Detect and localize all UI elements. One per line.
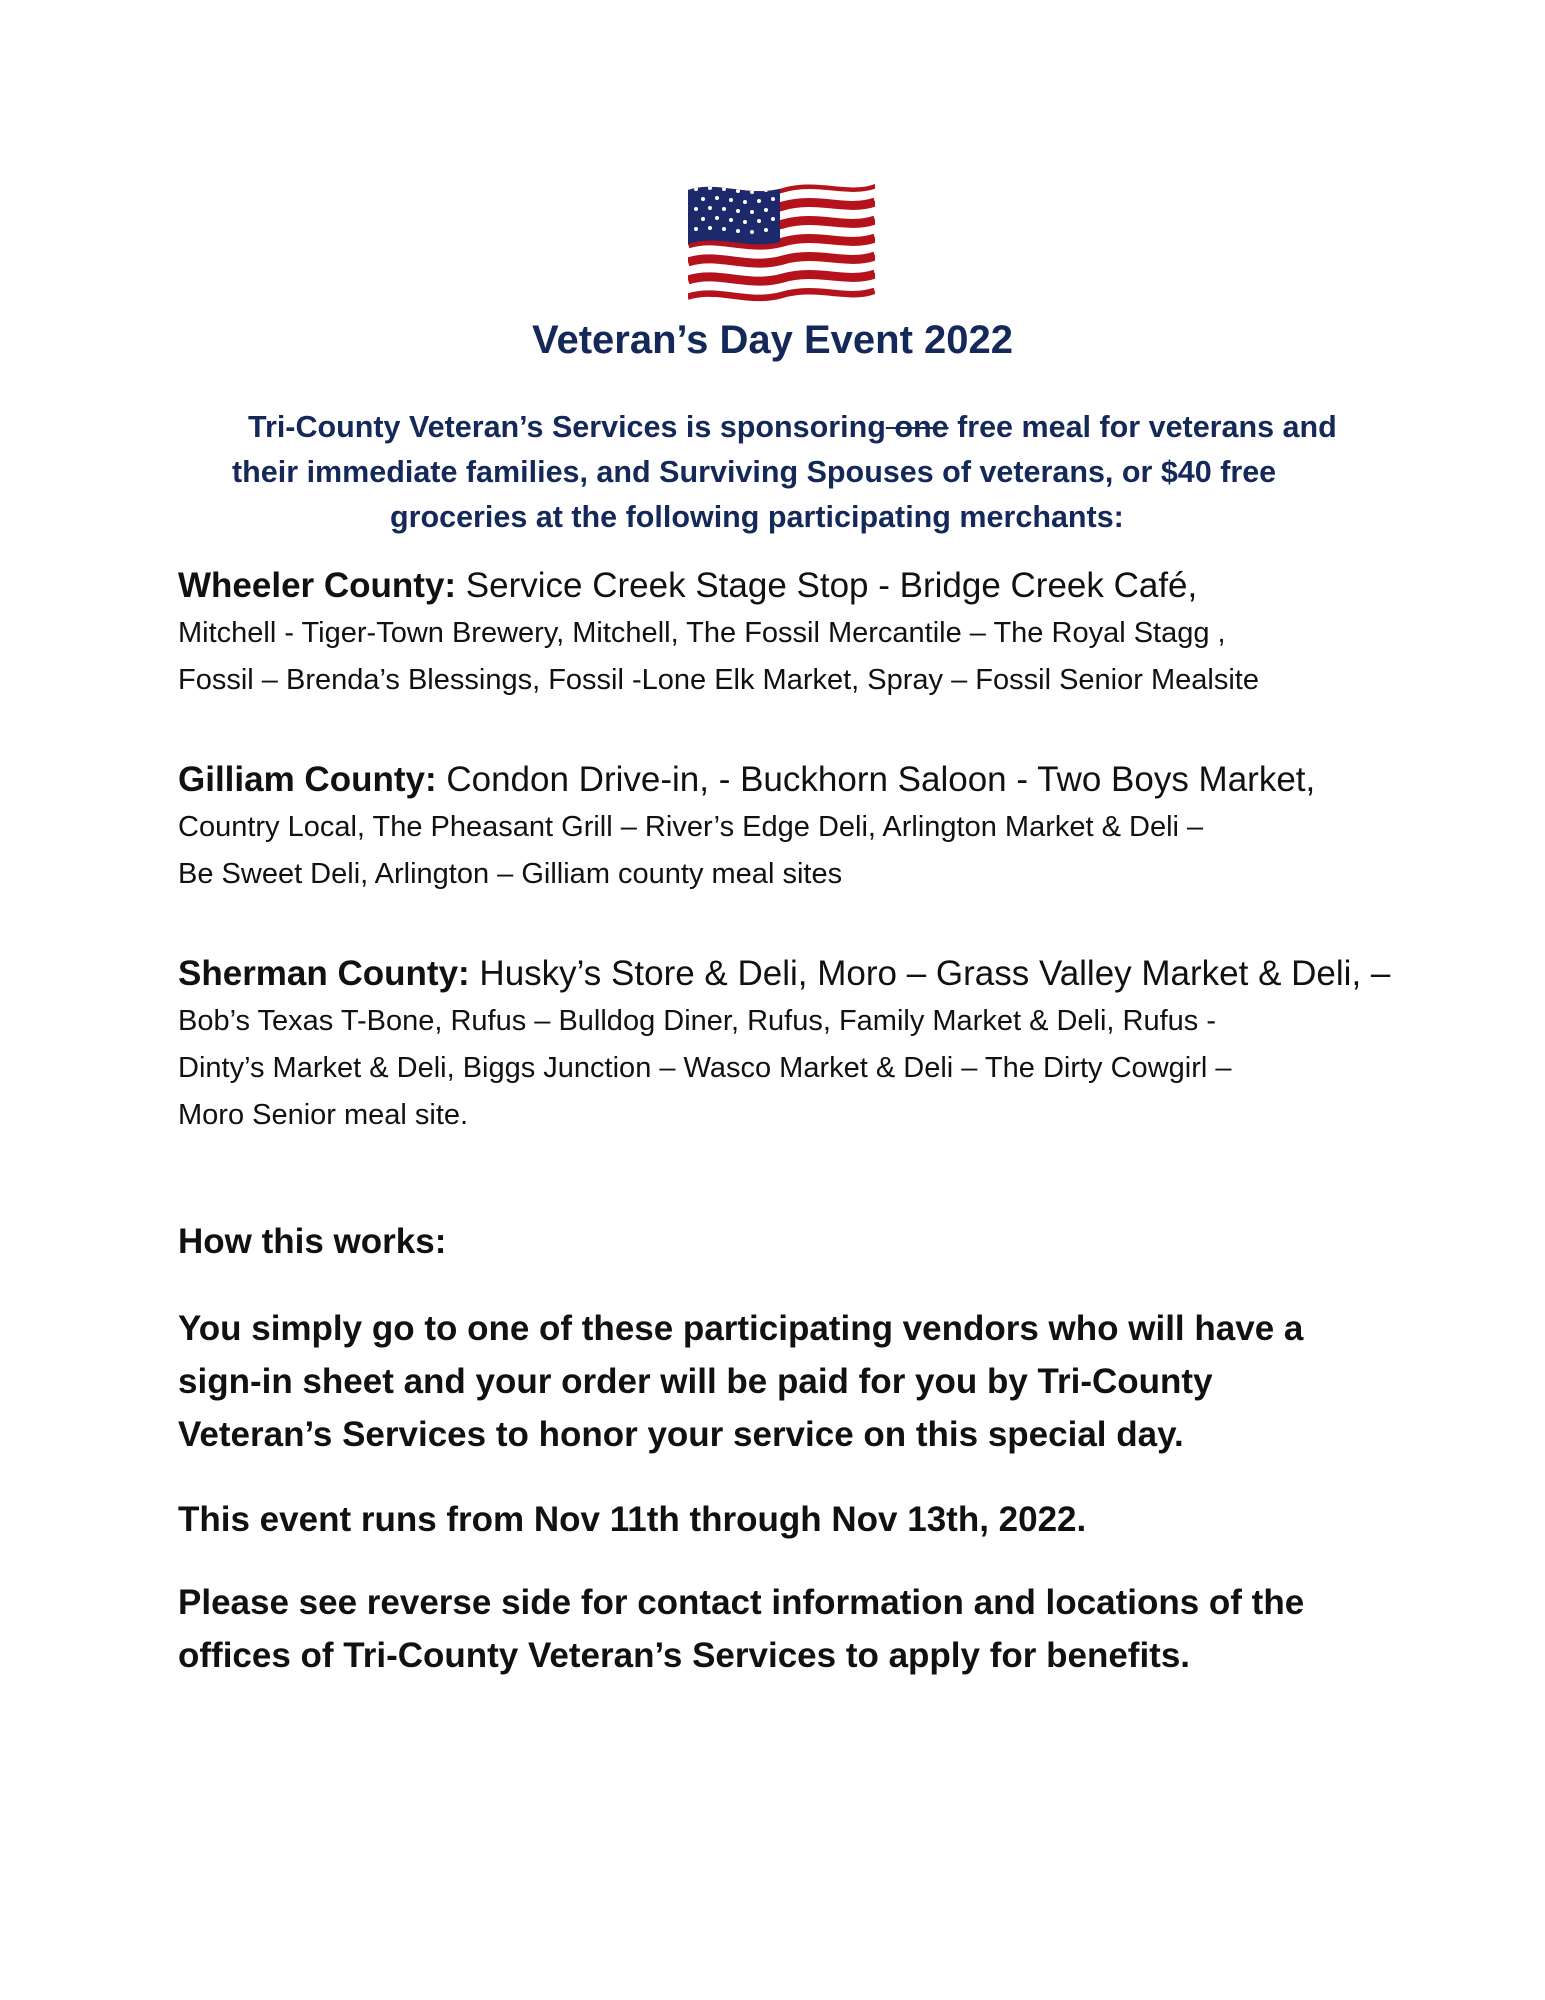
- county-detail-line: Moro Senior meal site.: [178, 1099, 469, 1131]
- how-line: sign-in sheet and your order will be paid for you by Tri-County: [178, 1362, 1213, 1401]
- county-lead-line: [178, 756, 1508, 804]
- county-gilliam: [178, 756, 1508, 898]
- intro-line-2: their immediate families, and Surviving Spouses of veterans, or $40 free: [232, 455, 1277, 489]
- county-lead-line: [178, 950, 1508, 998]
- american-flag-icon: [688, 180, 875, 304]
- reverse-note-line: Please see reverse side for contact information and locations of the: [178, 1583, 1305, 1622]
- struck-word: one: [885, 410, 949, 444]
- county-sherman: [178, 950, 1508, 1139]
- how-line: You simply go to one of these participating vendors who will have a: [178, 1309, 1304, 1348]
- reverse-note-line: offices of Tri-County Veteran’s Services to apply for benefits.: [178, 1636, 1191, 1675]
- county-detail-line: Bob’s Texas T-Bone, Rufus – Bulldog Diner, Rufus, Family Market & Deli, Rufus -: [178, 1005, 1217, 1037]
- county-name: Wheeler County:: [178, 566, 457, 605]
- county-detail-line: Mitchell - Tiger-Town Brewery, Mitchell, The Fossil Mercantile – The Royal Stagg ,: [178, 617, 1226, 649]
- county-detail-line: Fossil – Brenda’s Blessings, Fossil -Lone Elk Market, Spray – Fossil Senior Mealsite: [178, 664, 1259, 696]
- county-name: Sherman County:: [178, 954, 470, 993]
- intro-line-1-end: free meal for veterans and: [948, 410, 1337, 444]
- county-detail-line: Dinty’s Market & Deli, Biggs Junction – Wasco Market & Deli – The Dirty Cowgirl –: [178, 1052, 1232, 1084]
- page-title: Veteran’s Day Event 2022: [531, 318, 1014, 362]
- county-lead-line: [178, 562, 1508, 610]
- how-line: Veteran’s Services to honor your service on this special day.: [178, 1415, 1184, 1454]
- county-lead-text: Husky’s Store & Deli, Moro – Grass Valley Market & Deli, –: [469, 954, 1391, 993]
- county-detail-line: Be Sweet Deli, Arlington – Gilliam county meal sites: [178, 858, 843, 890]
- how-paragraph: [178, 1302, 1303, 1461]
- county-detail-line: Country Local, The Pheasant Grill – River’s Edge Deli, Arlington Market & Deli –: [178, 811, 1204, 843]
- intro-line-3: groceries at the following participating merchants:: [390, 500, 1124, 534]
- event-dates: This event runs from Nov 11th through Nov 13th, 2022.: [178, 1500, 1087, 1539]
- county-lead-text: Service Creek Stage Stop - Bridge Creek Café,: [456, 566, 1198, 605]
- reverse-side-note: [178, 1576, 1304, 1682]
- intro-line-1: [248, 405, 1337, 450]
- intro-line-1-start: Tri-County Veteran’s Services is sponsoring: [248, 410, 886, 444]
- county-lead-text: Condon Drive-in, - Buckhorn Saloon - Two Boys Market,: [436, 760, 1316, 799]
- how-heading: How this works:: [178, 1222, 447, 1261]
- county-wheeler: [178, 562, 1508, 704]
- county-name: Gilliam County:: [178, 760, 437, 799]
